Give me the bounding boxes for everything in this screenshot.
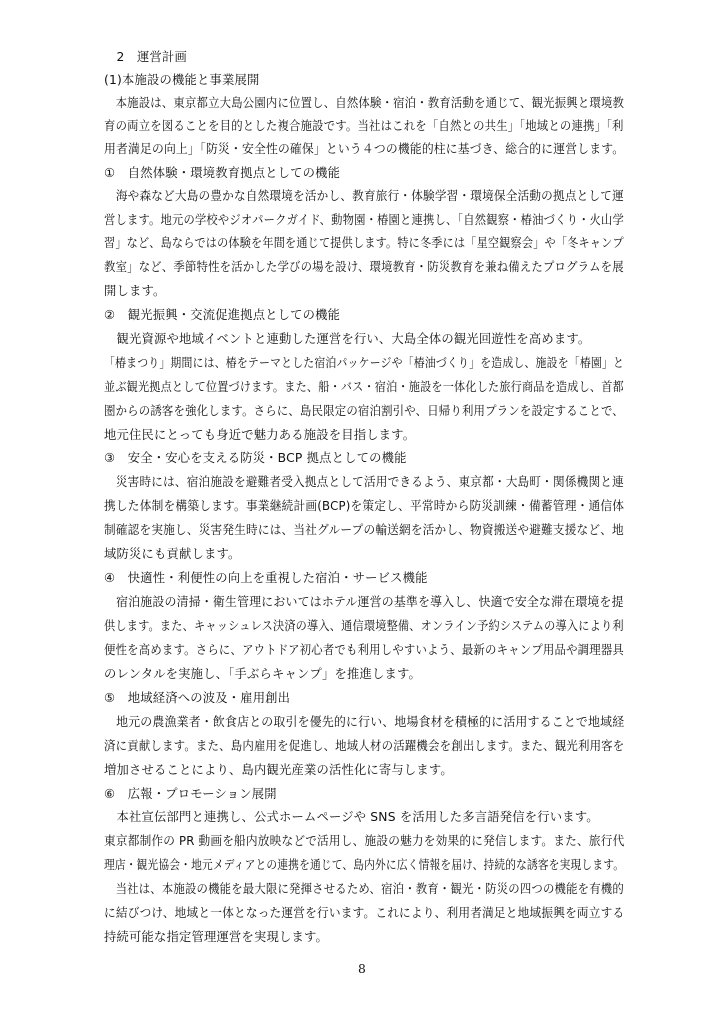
text-line: 済に貢献します。また、島内雇用を促進し、地域人材の活躍機会を創出します。また、観光利用客を [104,739,625,753]
text-line: 用者満足の向上」「防災・安全性の確保」という４つの機能的柱に基づき、総合的に運営します。 [104,142,625,156]
text-line: 地元住民にとっても身近で魅力ある施設を目指します。 [104,428,416,442]
text-line: 当社は、本施設の機能を最大限に発揮させるため、宿泊・教育・観光・防災の四つの機能を有機的 [104,882,624,896]
text-line: 習」など、島ならではの体験を年間を通じて提供します。特に冬季には「星空観察会」や「冬キャンプ [104,236,624,250]
text-line: 観光資源や地域イベントと連動した運営を行い、大島全体の観光回遊性を高めます。 [104,332,591,346]
text-line: 海や森など大島の豊かな自然環境を活かし、教育旅行・体験学習・環境保全活動の拠点として運 [104,189,624,203]
text-line: 供します。また、キャッシュレス決済の導入、通信環境整備、オンライン予約システムの導入により利 [104,619,624,633]
text-line: 東京都制作の PR 動画を船内放映などで活用し、施設の魅力を効果的に発信します。また、旅行代 [104,834,625,848]
text-line: 教室」など、季節特性を活かした学びの場を設け、環境教育・防災教育を兼ね備えたプログラムを展 [104,260,624,274]
text-line: に結びつけ、地域と一体となった運営を行います。これにより、利用者満足と地域振興を両立する [104,906,625,920]
text-line: 営します。地元の学校やジオパークガイド、動物園・椿園と連携し、「自然観察・椿油づくり・火山学 [104,213,624,227]
item-heading: ⑥ 広報・プロモーション展開 [104,787,277,801]
text-line: 制確認を実施し、災害発生時には、当社グループの輸送網を活かし、物資搬送や避難支援など、地 [104,523,624,537]
item-heading: ⑤ 地域経済への波及・雇用創出 [104,691,291,705]
text-line: 「椿まつり」期間には、椿をテーマとした宿泊パッケージや「椿油づくり」を造成し、施設を「椿園」と [104,356,625,370]
text-line: 地元の農漁業者・飲食店との取引を優先的に行い、地場食材を積極的に活用することで地域経 [104,715,625,729]
subsection-heading: (1)本施設の機能と事業展開 [104,73,260,87]
text-line: 育の両立を図ることを目的とした複合施設です。当社はこれを「自然との共生」「地域との連携」「利 [104,119,624,133]
text-line: 本施設は、東京都立大島公園内に位置し、自然体験・宿泊・教育活動を通じて、観光振興と環境教 [104,96,625,110]
item-heading: ① 自然体験・環境教育拠点としての機能 [104,166,341,180]
text-line: 携した体制を構築します。事業継続計画(BCP)を策定し、平常時から防災訓練・備蓄管理・通信体 [104,499,625,513]
text-line: 域防災にも貢献します。 [104,547,241,561]
page-number: 8 [357,962,367,976]
text-line: 並ぶ観光拠点として位置づけます。また、船・バス・宿泊・施設を一体化した旅行商品を造成し、首都 [104,380,624,394]
text-line: 本社宣伝部門と連携し、公式ホームページや SNS を活用した多言語発信を行います。 [104,810,599,824]
item-heading: ② 観光振興・交流促進拠点としての機能 [104,308,341,322]
section-heading: 2 運営計画 [104,50,188,64]
text-line: 圏からの誘客を強化します。さらに、島民限定の宿泊割引や、日帰り利用プランを設定することで、 [104,404,624,418]
text-line: のレンタルを実施し、「手ぶらキャンプ」を推進します。 [104,667,421,681]
text-line: 開します。 [104,284,166,298]
item-heading: ④ 快適性・利便性の向上を重視した宿泊・サービス機能 [104,571,428,585]
text-line: 持続可能な指定管理運営を実現します。 [104,930,328,944]
text-line: 宿泊施設の清掃・衛生管理においてはホテル運営の基準を導入し、快適で安全な滞在環境を提 [104,595,624,609]
item-heading: ③ 安全・安心を支える防災・BCP 拠点としての機能 [104,451,407,465]
text-line: 理店・観光協会・地元メディアとの連携を通じて、島内外に広く情報を届け、持続的な誘客を実現します。 [104,858,625,872]
text-line: 便性を高めます。さらに、アウトドア初心者でも利用しやすいよう、最新のキャンプ用品や調理器具 [104,643,625,657]
text-line: 増加させることにより、島内観光産業の活性化に寄与します。 [104,763,453,777]
text-line: 災害時には、宿泊施設を避難者受入拠点として活用できるよう、東京都・大島町・関係機関と連 [104,475,624,489]
